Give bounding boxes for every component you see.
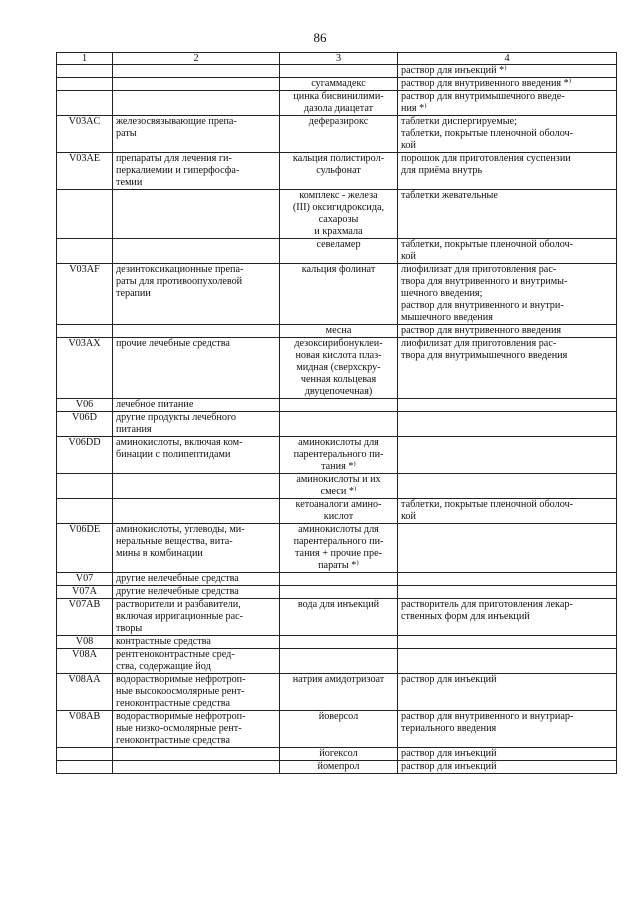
dosage-form-cell <box>398 586 617 599</box>
atc-code-cell: V08A <box>57 649 113 674</box>
dosage-form-cell <box>398 636 617 649</box>
table-row <box>57 190 617 239</box>
inn-name-cell: кетоаналоги амино- кислот <box>280 499 398 524</box>
dosage-form-cell: раствор для внутривенного введения <box>398 325 617 338</box>
table-row <box>57 711 617 748</box>
table-row <box>57 499 617 524</box>
group-name-cell: аминокислоты, включая ком- бинации с полипептидами <box>113 437 280 474</box>
dosage-form-cell: таблетки, покрытые пленочной оболоч- кой <box>398 239 617 264</box>
inn-name-cell <box>280 399 398 412</box>
table-row <box>57 437 617 474</box>
table-row <box>57 761 617 774</box>
dosage-form-cell <box>398 524 617 573</box>
atc-code-cell: V06DE <box>57 524 113 573</box>
table-row <box>57 153 617 190</box>
dosage-form-cell: таблетки, покрытые пленочной оболоч- кой <box>398 499 617 524</box>
dosage-form-cell: таблетки диспергируемые; таблетки, покрытые пленочной оболоч- кой <box>398 116 617 153</box>
inn-name-cell: аминокислоты и их смеси *⁾ <box>280 474 398 499</box>
drug-table <box>56 52 617 774</box>
table-row <box>57 412 617 437</box>
atc-code-cell <box>57 748 113 761</box>
dosage-form-cell <box>398 399 617 412</box>
dosage-form-cell <box>398 649 617 674</box>
group-name-cell <box>113 325 280 338</box>
group-name-cell <box>113 65 280 78</box>
atc-code-cell: V06 <box>57 399 113 412</box>
atc-code-cell <box>57 474 113 499</box>
group-name-cell: рентгеноконтрастные сред- ства, содержащие йод <box>113 649 280 674</box>
dosage-form-cell: таблетки жевательные <box>398 190 617 239</box>
inn-name-cell: вода для инъекций <box>280 599 398 636</box>
atc-code-cell <box>57 78 113 91</box>
atc-code-cell <box>57 761 113 774</box>
group-name-cell <box>113 499 280 524</box>
inn-name-cell: сугаммадекс <box>280 78 398 91</box>
table-row <box>57 573 617 586</box>
dosage-form-cell: растворитель для приготовления лекар- ственных форм для инъекций <box>398 599 617 636</box>
table-row <box>57 636 617 649</box>
atc-code-cell: V03AE <box>57 153 113 190</box>
table-row <box>57 91 617 116</box>
inn-name-cell: месна <box>280 325 398 338</box>
inn-name-cell <box>280 412 398 437</box>
atc-code-cell <box>57 65 113 78</box>
dosage-form-cell: раствор для инъекций <box>398 748 617 761</box>
dosage-form-cell: лиофилизат для приготовления рас- твора для внутривенного и внутримы- шечного введения; раствор для внутривенного и внутри- мышечного введения <box>398 264 617 325</box>
atc-code-cell: V07AB <box>57 599 113 636</box>
dosage-form-cell: раствор для внутривенного введения *⁾ <box>398 78 617 91</box>
inn-name-cell <box>280 649 398 674</box>
inn-name-cell <box>280 573 398 586</box>
group-name-cell: другие продукты лечебного питания <box>113 412 280 437</box>
dosage-form-cell: раствор для инъекций <box>398 674 617 711</box>
dosage-form-cell <box>398 412 617 437</box>
group-name-cell: дезинтоксикационные препа- раты для противоопухолевой терапии <box>113 264 280 325</box>
inn-name-cell: йогексол <box>280 748 398 761</box>
table-row <box>57 599 617 636</box>
dosage-form-cell: раствор для инъекций *⁾ <box>398 65 617 78</box>
inn-name-cell <box>280 65 398 78</box>
group-name-cell: другие нелечебные средства <box>113 586 280 599</box>
inn-name-cell: севеламер <box>280 239 398 264</box>
group-name-cell: водорастворимые нефротроп- ные низко-осмолярные рент- геноконтрастные средства <box>113 711 280 748</box>
atc-code-cell: V07 <box>57 573 113 586</box>
atc-code-cell: V06DD <box>57 437 113 474</box>
atc-code-cell: V03AF <box>57 264 113 325</box>
group-name-cell: аминокислоты, углеводы, ми- неральные вещества, вита- мины в комбинации <box>113 524 280 573</box>
table-row <box>57 399 617 412</box>
table-row <box>57 78 617 91</box>
table-row <box>57 65 617 78</box>
inn-name-cell: йоверсол <box>280 711 398 748</box>
atc-code-cell: V07A <box>57 586 113 599</box>
header-cell-2: 2 <box>113 53 280 65</box>
inn-name-cell <box>280 636 398 649</box>
atc-code-cell: V08 <box>57 636 113 649</box>
table-row <box>57 674 617 711</box>
group-name-cell: контрастные средства <box>113 636 280 649</box>
dosage-form-cell <box>398 474 617 499</box>
table-row <box>57 264 617 325</box>
group-name-cell <box>113 748 280 761</box>
atc-code-cell <box>57 239 113 264</box>
table-row <box>57 524 617 573</box>
inn-name-cell: аминокислоты для парентерального пи- тания *⁾ <box>280 437 398 474</box>
inn-name-cell: йомепрол <box>280 761 398 774</box>
inn-name-cell: дезоксирибонуклеи- новая кислота плаз- мидная (сверхскру- ченная кольцевая двуцепочечная) <box>280 338 398 399</box>
table-row <box>57 586 617 599</box>
table-header-row <box>57 53 617 65</box>
atc-code-cell: V08AA <box>57 674 113 711</box>
dosage-form-cell: порошок для приготовления суспензии для приёма внутрь <box>398 153 617 190</box>
group-name-cell: растворители и разбавители, включая ирригационные рас- творы <box>113 599 280 636</box>
inn-name-cell: аминокислоты для парентерального пи- тания + прочие пре- параты *⁾ <box>280 524 398 573</box>
table-row <box>57 116 617 153</box>
dosage-form-cell: раствор для внутривенного и внутриар- териального введения <box>398 711 617 748</box>
atc-code-cell: V03AX <box>57 338 113 399</box>
atc-code-cell: V03AC <box>57 116 113 153</box>
inn-name-cell: кальция фолинат <box>280 264 398 325</box>
inn-name-cell: цинка бисвинилими- дазола диацетат <box>280 91 398 116</box>
group-name-cell: другие нелечебные средства <box>113 573 280 586</box>
group-name-cell <box>113 190 280 239</box>
atc-code-cell: V06D <box>57 412 113 437</box>
atc-code-cell <box>57 325 113 338</box>
inn-name-cell <box>280 586 398 599</box>
table-row <box>57 325 617 338</box>
atc-code-cell <box>57 91 113 116</box>
dosage-form-cell: лиофилизат для приготовления рас- твора для внутримышечного введения <box>398 338 617 399</box>
group-name-cell <box>113 78 280 91</box>
group-name-cell: препараты для лечения ги- перкалиемии и гиперфосфа- темии <box>113 153 280 190</box>
group-name-cell: прочие лечебные средства <box>113 338 280 399</box>
group-name-cell <box>113 474 280 499</box>
group-name-cell <box>113 91 280 116</box>
atc-code-cell: V08AB <box>57 711 113 748</box>
dosage-form-cell <box>398 437 617 474</box>
inn-name-cell: кальция полистирол- сульфонат <box>280 153 398 190</box>
header-cell-3: 3 <box>280 53 398 65</box>
table-row <box>57 649 617 674</box>
header-cell-1: 1 <box>57 53 113 65</box>
inn-name-cell: деферазирокс <box>280 116 398 153</box>
group-name-cell: водорастворимые нефротроп- ные высокоосмолярные рент- геноконтрастные средства <box>113 674 280 711</box>
group-name-cell: лечебное питание <box>113 399 280 412</box>
inn-name-cell: натрия амидотризоат <box>280 674 398 711</box>
dosage-form-cell: раствор для внутримышечного введе- ния *⁾ <box>398 91 617 116</box>
atc-code-cell <box>57 190 113 239</box>
group-name-cell <box>113 239 280 264</box>
group-name-cell <box>113 761 280 774</box>
table-row <box>57 474 617 499</box>
page-number: 86 <box>313 30 327 45</box>
group-name-cell: железосвязывающие препа- раты <box>113 116 280 153</box>
dosage-form-cell: раствор для инъекций <box>398 761 617 774</box>
atc-code-cell <box>57 499 113 524</box>
table-row <box>57 748 617 761</box>
table-row <box>57 338 617 399</box>
dosage-form-cell <box>398 573 617 586</box>
inn-name-cell: комплекс - железа (III) оксигидроксида, сахарозы и крахмала <box>280 190 398 239</box>
table-row <box>57 239 617 264</box>
header-cell-4: 4 <box>398 53 617 65</box>
